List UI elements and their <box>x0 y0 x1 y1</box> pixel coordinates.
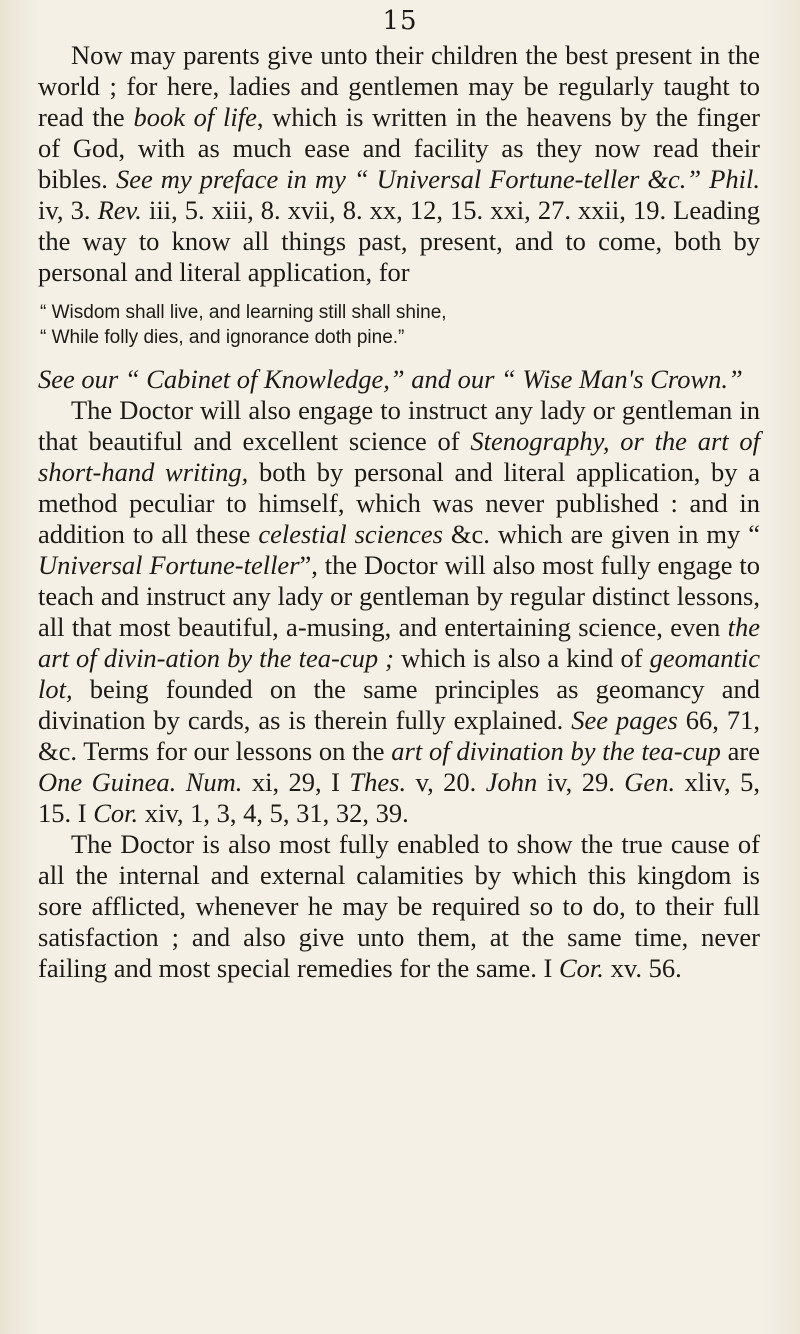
verse-quote <box>38 300 760 350</box>
text-run: The Doctor is also most fully enabled to show the true cause of all the internal and external calamities by which this kingdom is sore afflicted, whenever he may be required so to do, to their full satisfaction ; and also give unto them, at the same time, never failing and most special remedies for the same. I <box>38 829 760 983</box>
text-run: xi, 29, I <box>242 767 350 797</box>
italic-run: art of divination by the tea-cup <box>391 736 721 766</box>
text-run: , which is written in the heavens by the finger of God, with as much ease and facility as they now read their bibles. <box>38 102 761 194</box>
text-run: The Doctor will also engage to instruct any lady or gentleman in that beautiful and excellent science of <box>38 395 760 456</box>
italic-run: See our “ Cabinet of Knowledge,” and our “ Wise Man's Crown.” <box>38 364 743 394</box>
italic-run: Phil. <box>709 164 761 194</box>
text-run: 66, 71, &c. Terms for our lessons on the <box>38 705 761 766</box>
text-run: being founded on the same principles as geomancy and divination by cards, as is therein fully explained. <box>38 674 760 735</box>
text-run: both by personal and literal application, by a method peculiar to himself, which was never published : and in addition to all these <box>38 457 760 549</box>
text-run: &c. which are given in my “ <box>442 519 760 549</box>
italic-run: Cor. <box>93 798 139 828</box>
text-run: v, 20. <box>406 767 486 797</box>
text-run: which is also a kind of <box>393 643 650 673</box>
italic-run: John <box>485 767 538 797</box>
text-run: xv. 56. <box>603 953 682 983</box>
page-body <box>38 40 760 984</box>
italic-run: celestial sciences <box>258 519 443 549</box>
text-run <box>701 164 709 194</box>
italic-run: geomantic lot, <box>38 643 761 704</box>
text-run: xliv, 5, 15. I <box>38 767 760 828</box>
italic-run: the art of divin-ation by the tea-cup ; <box>38 612 760 673</box>
text-run: iv, 3. <box>38 195 98 225</box>
text-run: ”, the Doctor will also most fully engage to teach and instruct any lady or gentleman by regular distinct lessons, all that most beautiful, a-musing, and entertaining science, even <box>38 550 760 642</box>
italic-run: See my preface in my “ Universal Fortune-teller &c.” <box>115 164 702 194</box>
italic-run: Cor. <box>559 953 604 983</box>
italic-run: Universal Fortune-teller <box>38 550 300 580</box>
italic-run: book of life <box>133 102 257 132</box>
text-run: Now may parents give unto their children the best present in the world ; for here, ladies and gentlemen may be regularly taught to read the <box>38 40 760 132</box>
italic-run: Stenography, or the art of short-hand writing, <box>38 426 760 487</box>
text-run: iv, 29. <box>537 767 625 797</box>
text-run: xiv, 1, 3, 4, 5, 31, 32, 39. <box>138 798 409 828</box>
italic-run: Gen. <box>624 767 676 797</box>
paragraph-calamities <box>38 829 760 984</box>
paragraph-stenography <box>38 395 760 829</box>
paragraph-parents <box>38 40 760 288</box>
italic-run: Rev. <box>97 195 142 225</box>
text-run: iii, 5. xiii, 8. xvii, 8. xx, 12, 15. xxi, 27. xxii, 19. Leading the way to know all things past, present, and to come, both by personal and literal application, for <box>38 195 760 287</box>
page-number: 15 <box>382 6 418 36</box>
italic-run: One Guinea. Num. <box>38 767 243 797</box>
text-run: are <box>720 736 760 766</box>
verse-line: “ Wisdom shall live, and learning still shall shine, <box>40 302 447 323</box>
italic-run: See pages <box>571 705 678 735</box>
italic-run: Thes. <box>349 767 407 797</box>
see-also-line <box>38 364 760 395</box>
verse-line: “ While folly dies, and ignorance doth pine.” <box>40 327 405 348</box>
